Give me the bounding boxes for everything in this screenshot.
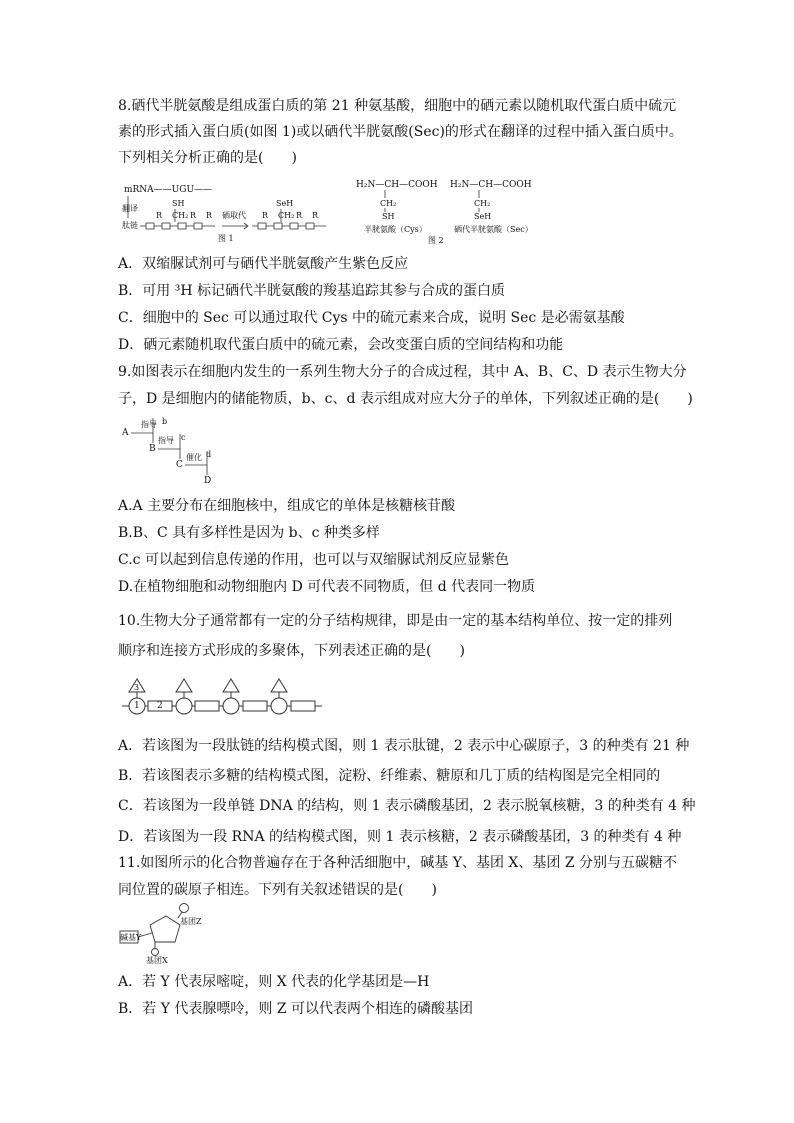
q8-stem-line-1: 8.硒代半胱氨酸是组成蛋白质的第 21 种氨基酸，细胞中的硒元素以随机取代蛋白质中硫元 — [118, 98, 677, 114]
q8-option-d: D．硒元素随机取代蛋白质中的硫元素，会改变蛋白质的空间结构和功能 — [118, 337, 564, 353]
q9-option-a: A.A 主要分布在细胞核中，组成它的单体是核糖核苷酸 — [118, 498, 456, 514]
fig2-cys-sh: SH — [382, 212, 395, 221]
fig2-sec-ch2: CH₂ — [474, 199, 491, 208]
fig2-sec-seh: SeH — [474, 212, 492, 221]
q8-option-b: B．可用 ³H 标记硒代半胱氨酸的羧基追踪其参与合成的蛋白质 — [118, 283, 506, 299]
q10-option-c: C．若该图为一段单链 DNA 的结构，则 1 表示磷酸基团，2 表示脱氧核糖，3 的种类有 4 种 — [118, 798, 696, 814]
q9-fig-c-monomer: c — [181, 433, 186, 442]
fig1-r-label: R — [296, 211, 303, 220]
q9-fig-b-monomer: b — [162, 417, 168, 426]
q9-stem-line-2: 子，D 是细胞内的储能物质，b、c、d 表示组成对应大分子的单体，下列叙述正确的是( ) — [118, 391, 693, 407]
q10-option-a: A．若该图为一段肽链的结构模式图，则 1 表示肽键，2 表示中心碳原子，3 的种类有 21 种 — [118, 738, 690, 754]
q11-group-x-circle — [152, 949, 159, 956]
q9-option-c: C.c 可以起到信息传递的作用，也可以与双缩脲试剂反应显紫色 — [118, 552, 509, 568]
q9-fig-b: B — [149, 444, 156, 454]
fig2-cys-name: 半胱氨酸（Cys） — [364, 225, 427, 234]
q9-fig-c: C — [176, 460, 183, 470]
q11-group-z-label: 基团Z — [180, 917, 202, 926]
q9-fig-d: D — [204, 476, 212, 486]
q10-stem-line-2: 顺序和连接方式形成的多聚体，下列表述正确的是( ) — [118, 643, 465, 659]
q10-label-3: 3 — [134, 683, 140, 692]
fig1-replace-label: 硒取代 — [222, 211, 246, 220]
q10-stem-line-1: 10.生物大分子通常都有一定的分子结构规律，即是由一定的基本结构单位、按一定的排列 — [118, 613, 673, 629]
q11-group-z-circle — [180, 904, 189, 913]
q8-option-c: C．细胞中的 Sec 可以通过取代 Cys 中的硫元素来合成，说明 Sec 是必需氨基酸 — [118, 310, 625, 326]
q9-option-d: D.在植物细胞和动物细胞内 D 可代表不同物质，但 d 代表同一物质 — [118, 579, 536, 595]
fig1-caption: 图 1 — [218, 234, 234, 243]
q8-option-a: A．双缩脲试剂可与硒代半胱氨酸产生紫色反应 — [118, 256, 409, 272]
q11-option-a: A．若 Y 代表尿嘧啶，则 X 代表的化学基团是—H — [118, 974, 430, 990]
q9-fig-a: A — [122, 428, 129, 438]
fig2-sec-formula: H₂N—CH—COOH — [450, 180, 532, 190]
q11-option-b: B．若 Y 代表腺嘌呤，则 Z 可以代表两个相连的磷酸基团 — [118, 1001, 474, 1017]
fig1-r-label: R — [190, 211, 197, 220]
q9-fig-d-monomer: d — [206, 450, 212, 459]
fig1-r-label: R — [262, 211, 269, 220]
fig1-translate-label: 翻译 — [122, 204, 138, 213]
q9-stem-line-1: 9.如图表示在细胞内发生的一系列生物大分子的合成过程，其中 A、B、C、D 表示生物大分 — [118, 364, 687, 380]
q9-fig-guide: 指导 — [158, 436, 174, 445]
q11-pentose-ring — [150, 916, 180, 942]
fig1-r-label: R — [156, 211, 163, 220]
q9-fig-catalyze: 催化 — [186, 453, 202, 462]
fig1-r-label: R — [206, 211, 213, 220]
fig2-cys-ch2: CH₂ — [380, 199, 397, 208]
q9-fig-guide: 指导 — [141, 420, 157, 429]
q10-option-b: B．若该图表示多糖的结构模式图，淀粉、纤维素、糖原和几丁质的结构图是完全相同的 — [118, 768, 661, 784]
fig1-ch2-label: CH₂ — [172, 211, 189, 220]
fig1-sh-label: SH — [172, 199, 185, 208]
fig1-ch2-label: CH₂ — [278, 211, 295, 220]
fig2-sec-name: 硒代半胱氨酸（Sec） — [454, 225, 533, 234]
q8-stem-line-2: 素的形式插入蛋白质(如图 1)或以硒代半胱氨酸(Sec)的形式在翻译的过程中插入蛋白质中。 — [118, 124, 683, 140]
fig2-cys-formula: H₂N—CH—COOH — [356, 180, 438, 190]
q11-group-x-label: 基团X — [146, 956, 168, 965]
q9-option-b: B.B、C 具有多样性是因为 b、c 种类多样 — [118, 525, 380, 541]
q11-base-y-label: 碱基Y — [120, 933, 142, 942]
fig1-r-label: R — [312, 211, 319, 220]
q10-label-2: 2 — [157, 701, 163, 711]
q10-label-1: 1 — [134, 701, 140, 711]
q8-stem-line-3: 下列相关分析正确的是( ) — [118, 150, 297, 166]
fig1-peptide-label: 肽链 — [122, 221, 138, 230]
fig1-mrna-label: mRNA——UGU—— — [124, 185, 213, 195]
q11-stem-line-1: 11.如图所示的化合物普遍存在于各种活细胞中，碱基 Y、基团 X、基团 Z 分别与五碳糖不 — [118, 855, 677, 871]
fig1-seh-label: SeH — [276, 199, 294, 208]
q10-option-d: D．若该图为一段 RNA 的结构模式图，则 1 表示核糖，2 表示磷酸基团，3 的种类有 4 种 — [118, 829, 682, 845]
fig2-caption: 图 2 — [428, 236, 444, 245]
q11-stem-line-2: 同位置的碳原子相连。下列有关叙述错误的是( ) — [118, 882, 437, 898]
